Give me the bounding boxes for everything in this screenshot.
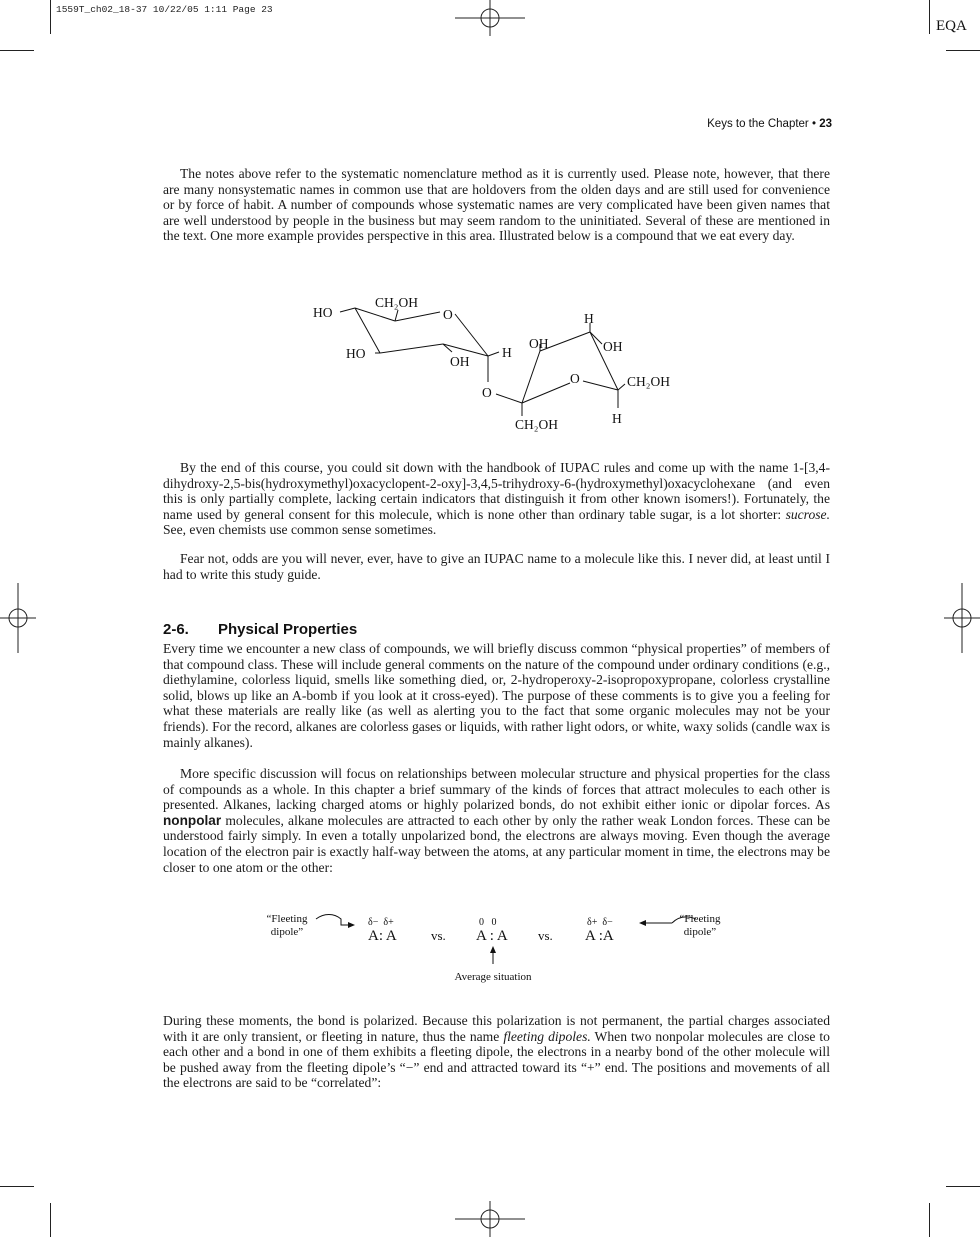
partial-charges-middle: 0 0 <box>479 917 497 928</box>
structure-label: CH₂OH <box>627 374 670 389</box>
paragraph-nomenclature: The notes above refer to the systematic nomenclature method as it is currently used. Please note, however, that there are many nonsystematic names in common use that are holdovers from the olden days and are still used for convenience or by force of habit. A number of compounds whose systematic names are very complicated have been given names that are well understood by people in the business but may seem random to the uninitiated. Several of these are mentioned in the text. One more example provides perspective in this area. Illustrated below is a compound that we eat every day. <box>163 166 830 244</box>
species-right: A :A <box>585 928 614 944</box>
paragraph-london-forces <box>163 766 830 875</box>
crop-mark <box>946 1186 980 1187</box>
crop-mark <box>946 50 980 51</box>
sucrose-structure-diagram <box>300 290 700 440</box>
paragraph-text: When two nonpolar molecules are close to each other and a bond in one of them exhibits a fleeting dipole, the electrons in a nearby bond of the other molecule will be pushed away from the fleeting dipole’s “−” end and attracted toward its “+” end. The positions and movements of all the electrons are said to be “correlated”: <box>163 1028 830 1091</box>
average-situation-caption: Average situation <box>454 971 532 983</box>
crop-mark <box>50 1203 51 1237</box>
crop-mark <box>0 1186 34 1187</box>
paragraph-text: molecules, alkane molecules are attracted to each other by only the rather weak London forces. These can be understood fairly simply. In even a totally unpolarized bond, the electrons are always moving. Even though the average location of the electron pair is exactly half-way between the atoms, at any particular moment in time, the electrons may be closer to one atom or the other: <box>163 812 830 875</box>
page-number: 23 <box>819 118 832 130</box>
paragraph-text: By the end of this course, you could sit down with the handbook of IUPAC rules and come up with the name 1-[3,4-dihydroxy-2,5-bis(hydroxymethyl)oxacyclopent-2-oxy]-3,4,5-trihydroxy-6-(hydroxymethyl)oxacyclohexane (and even this is only partially complete, lacking certain indicators that distinguish it from other known isomers!). Fortunately, the name used by general consent for this molecule, which is none other than ordinary table sugar, is a lot shorter: <box>163 460 830 522</box>
vs-label: vs. <box>431 928 446 943</box>
bold-term: nonpolar <box>163 812 222 828</box>
section-number: 2-6. <box>163 621 189 638</box>
registration-mark-right <box>944 583 980 653</box>
structure-label: H <box>612 411 622 426</box>
corner-label: EQA <box>936 18 967 34</box>
section-title: Physical Properties <box>218 621 358 638</box>
structure-label: OH <box>603 339 623 354</box>
structure-label: O <box>570 371 580 386</box>
crop-mark <box>929 1203 930 1237</box>
paragraph-text: During these moments, the bond is polarized. Because this polarization is not permanent, the partial charges associated with it are only transient, or fleeting in nature, thus the name <box>163 1013 830 1044</box>
structure-label: O <box>443 307 453 322</box>
paragraph-fear-not: Fear not, odds are you will never, ever, have to give an IUPAC name to a molecule like this. I never did, at least until I had to write this study guide. <box>163 551 830 582</box>
running-head-title: Keys to the Chapter • <box>707 118 816 130</box>
structure-label: CH₂OH <box>375 295 418 310</box>
vs-label: vs. <box>538 928 553 943</box>
registration-mark-top <box>455 0 525 36</box>
registration-mark-left <box>0 583 36 653</box>
crop-mark <box>929 0 930 34</box>
print-slug: 1559T_ch02_18-37 10/22/05 1:11 Page 23 <box>56 4 273 15</box>
partial-charges-left: δ− δ+ <box>368 917 394 928</box>
emphasized-term: sucrose. <box>785 506 830 522</box>
structure-label: O <box>482 385 492 400</box>
paragraph-text: More specific discussion will focus on relationships between molecular structure and physical properties for the class of compounds as a whole. In this chapter a brief summary of the kinds of forces that attract molecules to each other is presented. Alkanes, lacking charged atoms or highly polarized bonds, do not exhibit either ionic or dipolar forces. As <box>163 766 830 813</box>
structure-label: H <box>584 311 594 326</box>
structure-label: OH <box>529 336 549 351</box>
paragraph-iupac-name <box>163 460 830 538</box>
structure-label: CH₂OH <box>515 417 558 432</box>
structure-label: H <box>502 345 512 360</box>
fleeting-dipole-note-left: dipole” <box>270 926 304 938</box>
paragraph-text: See, even chemists use common sense sometimes. <box>163 522 437 538</box>
running-head <box>707 118 832 130</box>
fleeting-dipole-note-right: dipole” <box>683 926 717 938</box>
emphasized-term: fleeting dipoles. <box>503 1028 591 1044</box>
partial-charges-right: δ+ δ− <box>587 917 613 928</box>
crop-mark <box>0 50 34 51</box>
registration-mark-bottom <box>455 1201 525 1237</box>
structure-label: HO <box>313 305 333 320</box>
species-left: A: A <box>368 928 397 944</box>
fleeting-dipole-note-right: “Fleeting <box>679 913 721 925</box>
paragraph-fleeting-dipoles <box>163 1013 830 1091</box>
structure-label: OH <box>450 354 470 369</box>
crop-mark <box>50 0 51 34</box>
fleeting-dipole-note-left: “Fleeting <box>266 913 308 925</box>
structure-label: HO <box>346 346 366 361</box>
species-middle: A : A <box>476 928 508 944</box>
fleeting-dipole-diagram <box>250 905 740 990</box>
paragraph-physical-properties: Every time we encounter a new class of compounds, we will briefly discuss common “physical properties” of members of that compound class. These will include general comments on the nature of the compound under ordinary conditions (e.g., diethylamine, colorless liquid, smells like something died, or, 2-hydroperoxy-2-isopropoxypropane, colorless crystalline solid, blows up like an A-bomb if you look at it cross-eyed). The purpose of these comments is to give you a feeling for what these materials are really like (as well as alerting you to the fact that some organic molecules may not be your friends). For the record, alkanes are colorless gases or liquids, with rather light odors, or white, waxy solids (candle wax is mainly alkanes). <box>163 641 830 750</box>
section-heading <box>163 621 357 638</box>
